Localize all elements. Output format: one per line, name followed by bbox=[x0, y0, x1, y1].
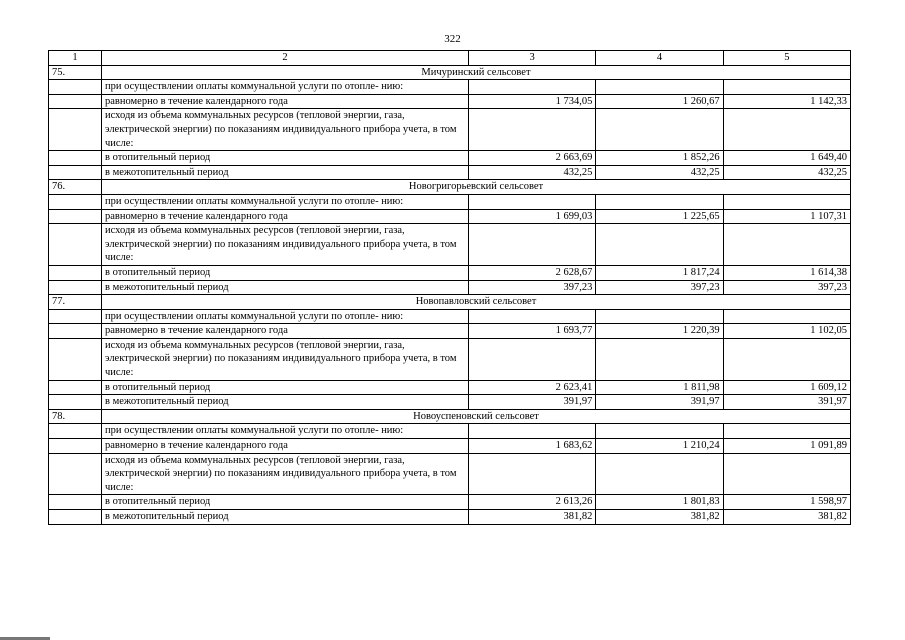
heating-period-value-col5: 1 598,97 bbox=[723, 495, 850, 510]
uniform-payment-label: равномерно в течение календарного года bbox=[102, 94, 469, 109]
heating-period-value-col4: 1 811,98 bbox=[596, 380, 723, 395]
offseason-period-row bbox=[49, 165, 851, 180]
empty-cell bbox=[596, 194, 723, 209]
empty-cell bbox=[49, 380, 102, 395]
empty-cell bbox=[596, 80, 723, 95]
uniform-payment-label: равномерно в течение календарного года bbox=[102, 439, 469, 454]
empty-cell bbox=[49, 109, 102, 151]
uniform-payment-value-col3: 1 699,03 bbox=[469, 209, 596, 224]
section-number: 78. bbox=[49, 409, 102, 424]
tariff-table-body bbox=[49, 51, 851, 525]
uniform-payment-row bbox=[49, 209, 851, 224]
empty-cell bbox=[49, 165, 102, 180]
heating-period-value-col4: 1 817,24 bbox=[596, 265, 723, 280]
empty-cell bbox=[469, 424, 596, 439]
column-header-2: 2 bbox=[102, 51, 469, 66]
empty-cell bbox=[49, 309, 102, 324]
column-header-1: 1 bbox=[49, 51, 102, 66]
empty-cell bbox=[723, 194, 850, 209]
heating-period-value-col3: 2 613,26 bbox=[469, 495, 596, 510]
offseason-period-label: в межотопительный период bbox=[102, 395, 469, 410]
uniform-payment-value-col4: 1 260,67 bbox=[596, 94, 723, 109]
empty-cell bbox=[596, 309, 723, 324]
empty-cell bbox=[469, 80, 596, 95]
empty-cell bbox=[596, 338, 723, 380]
meter-based-intro-text: исходя из объема коммунальных ресурсов (тепловой энергии, газа, электрической энергии) по показаниям индивидуального прибора учета, в том числе: bbox=[102, 109, 469, 151]
uniform-payment-label: равномерно в течение календарного года bbox=[102, 209, 469, 224]
heating-payment-intro-text: при осуществлении оплаты коммунальной услуги по отопле- нию: bbox=[102, 309, 469, 324]
uniform-payment-row bbox=[49, 324, 851, 339]
empty-cell bbox=[49, 439, 102, 454]
heating-payment-intro-row bbox=[49, 194, 851, 209]
heating-period-label: в отопительный период bbox=[102, 265, 469, 280]
empty-cell bbox=[49, 209, 102, 224]
meter-based-intro-row bbox=[49, 109, 851, 151]
meter-based-intro-text: исходя из объема коммунальных ресурсов (тепловой энергии, газа, электрической энергии) по показаниям индивидуального прибора учета, в том числе: bbox=[102, 338, 469, 380]
meter-based-intro-row bbox=[49, 338, 851, 380]
empty-cell bbox=[469, 338, 596, 380]
column-header-5: 5 bbox=[723, 51, 850, 66]
heating-period-value-col4: 1 852,26 bbox=[596, 151, 723, 166]
empty-cell bbox=[49, 495, 102, 510]
offseason-period-row bbox=[49, 280, 851, 295]
uniform-payment-value-col5: 1 107,31 bbox=[723, 209, 850, 224]
uniform-payment-row bbox=[49, 439, 851, 454]
empty-cell bbox=[49, 280, 102, 295]
empty-cell bbox=[723, 453, 850, 495]
empty-cell bbox=[596, 109, 723, 151]
empty-cell bbox=[49, 94, 102, 109]
offseason-period-value-col4: 381,82 bbox=[596, 510, 723, 525]
empty-cell bbox=[49, 510, 102, 525]
offseason-period-value-col4: 397,23 bbox=[596, 280, 723, 295]
section-number: 77. bbox=[49, 295, 102, 310]
offseason-period-value-col3: 391,97 bbox=[469, 395, 596, 410]
heating-period-value-col3: 2 623,41 bbox=[469, 380, 596, 395]
offseason-period-value-col5: 432,25 bbox=[723, 165, 850, 180]
heating-period-value-col3: 2 663,69 bbox=[469, 151, 596, 166]
heating-period-row bbox=[49, 265, 851, 280]
section-title-row bbox=[49, 295, 851, 310]
heating-period-label: в отопительный период bbox=[102, 151, 469, 166]
uniform-payment-value-col4: 1 210,24 bbox=[596, 439, 723, 454]
heating-period-label: в отопительный период bbox=[102, 380, 469, 395]
empty-cell bbox=[49, 338, 102, 380]
offseason-period-value-col3: 397,23 bbox=[469, 280, 596, 295]
uniform-payment-value-col5: 1 102,05 bbox=[723, 324, 850, 339]
uniform-payment-value-col3: 1 693,77 bbox=[469, 324, 596, 339]
uniform-payment-row bbox=[49, 94, 851, 109]
empty-cell bbox=[469, 224, 596, 266]
heating-payment-intro-row bbox=[49, 80, 851, 95]
uniform-payment-label: равномерно в течение календарного года bbox=[102, 324, 469, 339]
section-title: Новопавловский сельсовет bbox=[102, 295, 851, 310]
empty-cell bbox=[596, 224, 723, 266]
heating-payment-intro-row bbox=[49, 424, 851, 439]
section-title-row bbox=[49, 409, 851, 424]
offseason-period-value-col4: 432,25 bbox=[596, 165, 723, 180]
offseason-period-value-col4: 391,97 bbox=[596, 395, 723, 410]
heating-period-label: в отопительный период bbox=[102, 495, 469, 510]
uniform-payment-value-col5: 1 142,33 bbox=[723, 94, 850, 109]
meter-based-intro-text: исходя из объема коммунальных ресурсов (тепловой энергии, газа, электрической энергии) по показаниям индивидуального прибора учета, в том числе: bbox=[102, 224, 469, 266]
uniform-payment-value-col4: 1 225,65 bbox=[596, 209, 723, 224]
uniform-payment-value-col3: 1 734,05 bbox=[469, 94, 596, 109]
empty-cell bbox=[49, 324, 102, 339]
heating-period-value-col5: 1 649,40 bbox=[723, 151, 850, 166]
page-number: 322 bbox=[444, 33, 461, 45]
section-number: 76. bbox=[49, 180, 102, 195]
offseason-period-label: в межотопительный период bbox=[102, 280, 469, 295]
column-header-4: 4 bbox=[596, 51, 723, 66]
meter-based-intro-row bbox=[49, 453, 851, 495]
empty-cell bbox=[49, 194, 102, 209]
empty-cell bbox=[49, 80, 102, 95]
section-number: 75. bbox=[49, 65, 102, 80]
empty-cell bbox=[49, 424, 102, 439]
section-title: Мичуринский сельсовет bbox=[102, 65, 851, 80]
empty-cell bbox=[723, 80, 850, 95]
heating-payment-intro-text: при осуществлении оплаты коммунальной услуги по отопле- нию: bbox=[102, 194, 469, 209]
meter-based-intro-text: исходя из объема коммунальных ресурсов (тепловой энергии, газа, электрической энергии) по показаниям индивидуального прибора учета, в том числе: bbox=[102, 453, 469, 495]
column-header-3: 3 bbox=[469, 51, 596, 66]
empty-cell bbox=[49, 265, 102, 280]
uniform-payment-value-col5: 1 091,89 bbox=[723, 439, 850, 454]
empty-cell bbox=[49, 453, 102, 495]
section-title: Новогригорьевский сельсовет bbox=[102, 180, 851, 195]
offseason-period-value-col5: 391,97 bbox=[723, 395, 850, 410]
heating-payment-intro-text: при осуществлении оплаты коммунальной услуги по отопле- нию: bbox=[102, 80, 469, 95]
offseason-period-row bbox=[49, 510, 851, 525]
heating-period-row bbox=[49, 380, 851, 395]
section-title: Новоуспеновский сельсовет bbox=[102, 409, 851, 424]
offseason-period-label: в межотопительный период bbox=[102, 510, 469, 525]
offseason-period-value-col5: 381,82 bbox=[723, 510, 850, 525]
section-title-row bbox=[49, 65, 851, 80]
heating-period-value-col5: 1 609,12 bbox=[723, 380, 850, 395]
uniform-payment-value-col4: 1 220,39 bbox=[596, 324, 723, 339]
heating-payment-intro-row bbox=[49, 309, 851, 324]
offseason-period-row bbox=[49, 395, 851, 410]
heating-payment-intro-text: при осуществлении оплаты коммунальной услуги по отопле- нию: bbox=[102, 424, 469, 439]
offseason-period-value-col3: 432,25 bbox=[469, 165, 596, 180]
offseason-period-value-col3: 381,82 bbox=[469, 510, 596, 525]
empty-cell bbox=[723, 224, 850, 266]
empty-cell bbox=[723, 338, 850, 380]
section-title-row bbox=[49, 180, 851, 195]
empty-cell bbox=[723, 109, 850, 151]
heating-period-value-col5: 1 614,38 bbox=[723, 265, 850, 280]
tariff-table bbox=[48, 50, 851, 525]
empty-cell bbox=[49, 151, 102, 166]
empty-cell bbox=[49, 395, 102, 410]
empty-cell bbox=[469, 453, 596, 495]
empty-cell bbox=[596, 424, 723, 439]
offseason-period-value-col5: 397,23 bbox=[723, 280, 850, 295]
meter-based-intro-row bbox=[49, 224, 851, 266]
empty-cell bbox=[469, 109, 596, 151]
empty-cell bbox=[723, 309, 850, 324]
heating-period-row bbox=[49, 495, 851, 510]
empty-cell bbox=[469, 309, 596, 324]
empty-cell bbox=[49, 224, 102, 266]
heating-period-value-col3: 2 628,67 bbox=[469, 265, 596, 280]
column-header-row bbox=[49, 51, 851, 66]
empty-cell bbox=[723, 424, 850, 439]
empty-cell bbox=[469, 194, 596, 209]
uniform-payment-value-col3: 1 683,62 bbox=[469, 439, 596, 454]
empty-cell bbox=[596, 453, 723, 495]
heating-period-row bbox=[49, 151, 851, 166]
offseason-period-label: в межотопительный период bbox=[102, 165, 469, 180]
heating-period-value-col4: 1 801,83 bbox=[596, 495, 723, 510]
